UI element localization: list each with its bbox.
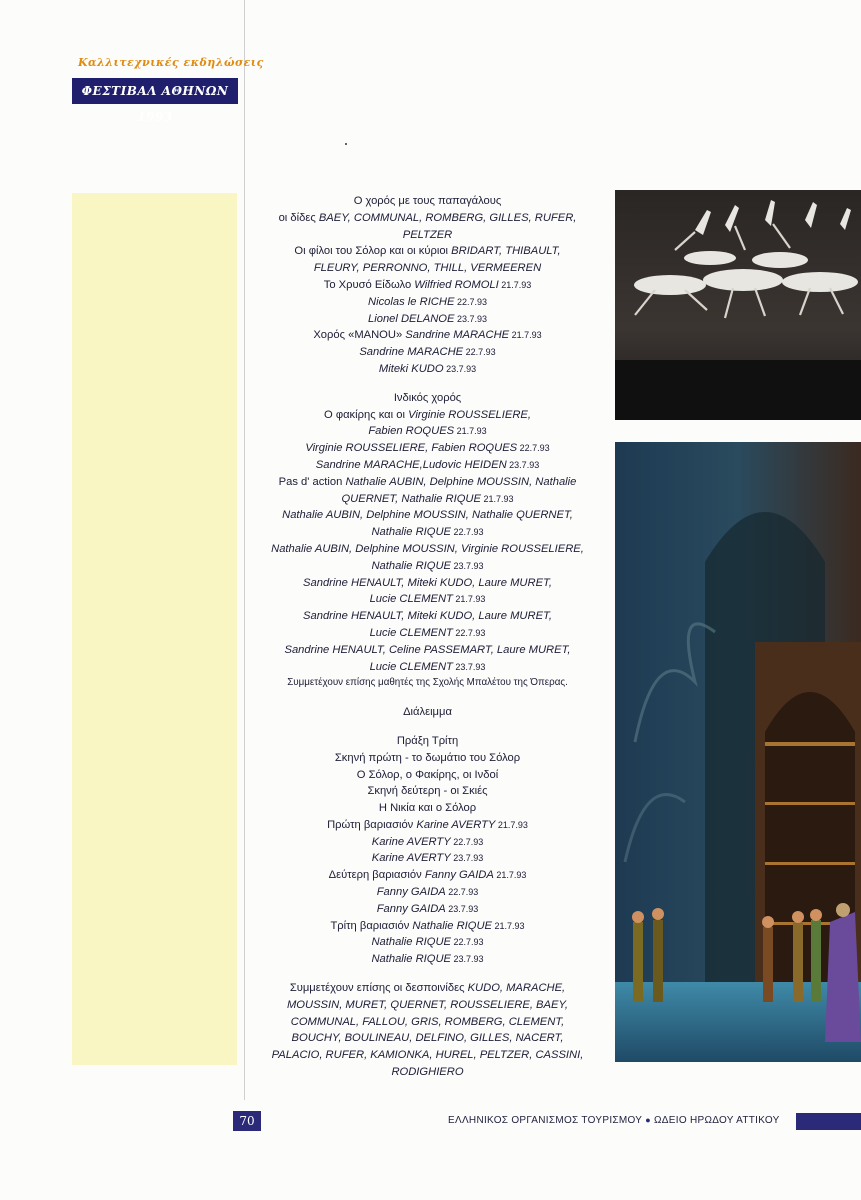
- stray-dot: [345, 143, 347, 145]
- cast-line-names: Sandrine MARACHE: [359, 346, 464, 359]
- cast-line-role: Ο χορός με τους παπαγάλους: [353, 195, 502, 207]
- cast-line-role: Συμμετέχουν επίσης οι δεσποινίδες: [289, 982, 468, 995]
- cast-line-role: Σκηνή πρώτη - το δωμάτιο του Σόλορ: [334, 751, 521, 764]
- cast-line: [255, 951, 600, 968]
- cast-line-date: 21.7.93: [480, 493, 514, 504]
- cast-line: [255, 704, 600, 721]
- cast-line: [255, 834, 600, 851]
- line-gap: [255, 378, 600, 390]
- cast-line-date: 22.7.93: [454, 296, 487, 307]
- cast-line: [255, 327, 600, 344]
- section-kicker: Καλλιτεχνικές εκδηλώσεις: [78, 56, 264, 69]
- cast-line: [255, 884, 600, 901]
- cast-line-names: Nathalie RIQUE: [371, 953, 452, 966]
- cast-line: Συμμετέχουν επίσης μαθητές της Σχολής Μπαλέτου της Όπερας.: [287, 677, 568, 689]
- cast-line-names: Fanny GAIDA: [376, 886, 446, 899]
- cast-line: [255, 1047, 600, 1064]
- cast-line: [255, 457, 600, 474]
- cast-list: [255, 193, 600, 1081]
- footer-org: ΕΛΛΗΝΙΚΟΣ ΟΡΓΑΝΙΣΜΟΣ ΤΟΥΡΙΣΜΟΥ: [448, 1115, 643, 1126]
- cast-line: [255, 608, 600, 625]
- cast-line-names: Nicolas le RICHE: [368, 295, 455, 308]
- cast-line-names: PALACIO, RUFER, KAMIONKA, HUREL, PELTZER, CASSINI,: [271, 1049, 584, 1062]
- cast-line-names: Sandrine MARACHE,Ludovic HEIDEN: [315, 458, 507, 471]
- footer-bar: [796, 1113, 861, 1130]
- cast-line: [255, 642, 600, 659]
- cast-line-names: Lucie CLEMENT: [369, 660, 453, 673]
- footer-text: [448, 1115, 780, 1126]
- cast-line: [255, 361, 600, 378]
- cast-line: [255, 733, 600, 750]
- cast-line: [255, 558, 600, 575]
- cast-line-names: Miteki KUDO: [378, 362, 444, 375]
- cast-line-names: Fanny GAIDA: [376, 902, 446, 915]
- cast-line-date: 21.7.93: [454, 426, 487, 437]
- cast-line: [255, 260, 600, 277]
- cast-line-names: BRIDART, THIBAULT,: [451, 245, 561, 258]
- cast-line-date: 23.7.93: [454, 313, 487, 324]
- cast-line: [255, 491, 600, 508]
- footer-venue: ΩΔΕΙΟ ΗΡΩΔΟΥ ΑΤΤΙΚΟΥ: [654, 1115, 780, 1126]
- cast-line-role: Χορός «MANOU»: [313, 329, 406, 342]
- cast-line: [255, 980, 600, 997]
- cast-line-date: 23.7.93: [452, 661, 486, 672]
- cast-line-names: FLEURY, PERRONNO, THILL, VERMEEREN: [313, 262, 542, 275]
- sidebar-panel: [72, 193, 237, 1065]
- cast-line-role: Το Χρυσό Είδωλο: [323, 278, 415, 291]
- cast-line-date: 22.7.93: [451, 937, 484, 948]
- page-number: 70: [233, 1111, 261, 1131]
- cast-line: [255, 440, 600, 457]
- cast-line-names: Fanny GAIDA: [424, 869, 494, 882]
- cast-line-date: 22.7.93: [463, 347, 496, 358]
- cast-line: [255, 783, 600, 800]
- cast-line-names: KUDO, MARACHE,: [467, 982, 566, 995]
- cast-line-names: Karine AVERTY: [416, 818, 496, 831]
- cast-line-role: Δεύτερη βαριασιόν: [328, 869, 425, 882]
- cast-line-role: Ο Σόλορ, ο Φακίρης, οι Ινδοί: [356, 768, 499, 781]
- cast-line-role: Σκηνή δεύτερη - οι Σκιές: [367, 785, 488, 798]
- cast-line-names: Nathalie AUBIN, Delphine MOUSSIN, Nathalie QUERNET,: [282, 509, 573, 522]
- festival-banner: ΦΕΣΤΙΒΑΛ ΑΘΗΝΩΝ 1993: [72, 78, 238, 104]
- cast-line-date: 23.7.93: [451, 560, 484, 571]
- cast-line-names: PELTZER: [402, 228, 453, 241]
- cast-line-date: 23.7.93: [443, 363, 477, 374]
- cast-line: [255, 423, 600, 440]
- cast-line: [255, 311, 600, 328]
- cast-line-names: COMMUNAL, FALLOU, GRIS, ROMBERG, CLEMENT,: [290, 1015, 565, 1028]
- cast-line: [255, 1014, 600, 1031]
- cast-line: [255, 1030, 600, 1047]
- cast-line-names: Sandrine HENAULT, Miteki KUDO, Laure MURET,: [303, 610, 552, 623]
- cast-line-date: 23.7.93: [450, 853, 484, 864]
- cast-line: [255, 750, 600, 767]
- cast-line: [255, 541, 600, 558]
- cast-line: [255, 800, 600, 817]
- cast-line: [255, 507, 600, 524]
- cast-line: [255, 474, 600, 491]
- ballet-photo-swans: [615, 190, 861, 420]
- cast-line: [255, 294, 600, 311]
- cast-line-names: Virginie ROUSSELIERE,: [408, 408, 531, 421]
- cast-line-role: οι δίδες: [278, 211, 319, 224]
- cast-line-names: Nathalie RIQUE: [412, 919, 493, 932]
- cast-line-role: Τρίτη βαριασιόν: [330, 919, 413, 932]
- cast-line: [255, 524, 600, 541]
- cast-line-names: Nathalie RIQUE: [371, 559, 452, 572]
- line-gap: [255, 692, 600, 704]
- cast-line-names: RODIGHIERO: [391, 1066, 464, 1079]
- cast-line-date: 22.7.93: [445, 887, 479, 898]
- ballet-photo-stage: [615, 442, 861, 1062]
- cast-line-date: 22.7.93: [452, 627, 486, 638]
- cast-line-names: Virginie ROUSSELIERE, Fabien ROQUES: [305, 442, 518, 455]
- cast-line: [255, 193, 600, 210]
- cast-line-date: 21.7.93: [495, 819, 528, 830]
- cast-line: [255, 575, 600, 592]
- cast-line: [255, 817, 600, 834]
- cast-line-names: Nathalie RIQUE: [371, 936, 452, 949]
- cast-line: [255, 934, 600, 951]
- cast-line-names: Sandrine HENAULT, Celine PASSEMART, Laure MURET,: [284, 643, 571, 656]
- cast-line-role: Ινδικός χορός: [393, 391, 462, 404]
- cast-line: [255, 850, 600, 867]
- cast-line-date: 21.7.93: [509, 330, 542, 341]
- cast-line: [255, 659, 600, 676]
- cast-line: [255, 1064, 600, 1081]
- cast-line-names: Karine AVERTY: [371, 835, 451, 848]
- cast-line: [255, 901, 600, 918]
- cast-line: [255, 997, 600, 1014]
- cast-line: [255, 918, 600, 935]
- cast-line: [255, 227, 600, 244]
- cast-line-date: 23.7.93: [445, 903, 479, 914]
- cast-line-names: Nathalie RIQUE: [371, 526, 452, 539]
- cast-line-date: 23.7.93: [451, 954, 484, 965]
- cast-line: [255, 591, 600, 608]
- cast-line-date: 22.7.93: [451, 527, 484, 538]
- cast-line-role: Η Νικία και ο Σόλορ: [378, 802, 477, 815]
- cast-line-role: Οι φίλοι του Σόλορ και οι κύριοι: [294, 245, 452, 258]
- cast-line-names: Fabien ROQUES: [368, 425, 455, 438]
- cast-line-role: Πράξη Τρίτη: [396, 734, 459, 747]
- cast-line-names: Lionel DELANOE: [368, 312, 455, 325]
- cast-line-names: Lucie CLEMENT: [369, 626, 453, 639]
- cast-line-names: BOUCHY, BOULINEAU, DELFINO, GILLES, NACERT,: [291, 1032, 564, 1045]
- column-divider: [244, 0, 245, 1100]
- cast-line: [255, 767, 600, 784]
- cast-line-names: BAEY, COMMUNAL, ROMBERG, GILLES, RUFER,: [318, 211, 577, 224]
- cast-line-names: Nathalie AUBIN, Delphine MOUSSIN, Nathalie: [345, 475, 577, 488]
- cast-line-names: MOUSSIN, MURET, QUERNET, ROUSSELIERE, BAEY,: [286, 998, 568, 1011]
- cast-line-names: Sandrine HENAULT, Miteki KUDO, Laure MURET,: [303, 576, 552, 589]
- cast-line: [255, 344, 600, 361]
- cast-line-date: 23.7.93: [506, 459, 540, 470]
- cast-line-names: Karine AVERTY: [371, 852, 451, 865]
- cast-line-names: Nathalie AUBIN, Delphine MOUSSIN, Virginie ROUSSELIERE,: [271, 542, 584, 555]
- cast-line: [255, 867, 600, 884]
- line-gap: [255, 968, 600, 980]
- cast-line: [255, 390, 600, 407]
- cast-line: [255, 407, 600, 424]
- cast-line-names: Wilfried ROMOLI: [414, 278, 499, 291]
- cast-line-names: Sandrine MARACHE: [405, 329, 510, 342]
- cast-line-date: 22.7.93: [517, 443, 550, 454]
- cast-line-role: Πρώτη βαριασιόν: [327, 818, 417, 831]
- cast-line-date: 21.7.93: [492, 920, 525, 931]
- cast-line-names: Lucie CLEMENT: [369, 593, 453, 606]
- line-gap: [255, 721, 600, 733]
- cast-line-role: Pas d' action: [278, 475, 346, 488]
- cast-line-date: 21.7.93: [498, 279, 532, 290]
- cast-line: [255, 243, 600, 260]
- cast-line: [255, 625, 600, 642]
- cast-line-date: 22.7.93: [450, 836, 484, 847]
- cast-line-role: Διάλειμμα: [403, 706, 452, 719]
- cast-line-date: 21.7.93: [493, 870, 527, 881]
- cast-line-names: QUERNET, Nathalie RIQUE: [341, 492, 481, 505]
- cast-line-role: Ο φακίρης και οι: [324, 408, 409, 421]
- cast-line: [255, 210, 600, 227]
- footer-bullet: ●: [645, 1115, 651, 1125]
- cast-line-date: 21.7.93: [452, 594, 486, 605]
- cast-line: [255, 277, 600, 294]
